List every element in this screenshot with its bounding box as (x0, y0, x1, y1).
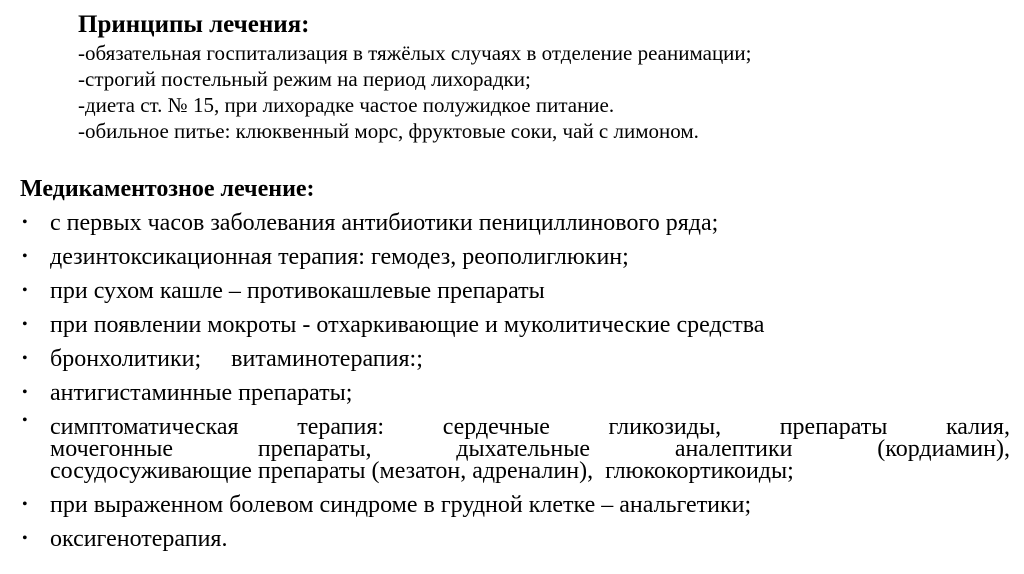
word: калия, (945, 414, 1010, 440)
word: терапия: (297, 414, 385, 440)
bullet-icon: • (22, 350, 28, 367)
word: препараты (779, 414, 888, 440)
item-text: при сухом кашле – противокашлевые препараты (50, 278, 545, 304)
word: симптоматическая (50, 414, 239, 440)
item-text: дезинтоксикационная терапия: гемодез, реополиглюкин; (50, 244, 629, 270)
item-text: антигистаминные препараты; (50, 380, 353, 406)
bullet-icon: • (22, 316, 28, 333)
list-item (20, 522, 1010, 556)
item-text: при выраженном болевом синдроме в грудной клетке – анальгетики; (50, 492, 752, 518)
list-item (20, 206, 1010, 240)
word: аналептики (674, 436, 793, 462)
bullet-icon: • (22, 530, 28, 547)
principle-bed-rest: -строгий постельный режим на период лихорадки; (78, 67, 531, 91)
principles-heading: Принципы лечения: (78, 11, 310, 38)
bullet-icon: • (22, 384, 28, 401)
principle-diet: -диета ст. № 15, при лихорадке частое полужидкое питание. (78, 93, 615, 117)
list-item (20, 274, 1010, 308)
bullet-icon: • (22, 412, 28, 429)
symptomatic-line-3: сосудосуживающие препараты (мезатон, адреналин), глюкокортикоиды; (50, 458, 794, 484)
bullet-icon: • (22, 248, 28, 265)
list-item (20, 376, 1010, 410)
word: препараты, (257, 436, 372, 462)
list-item (20, 308, 1010, 342)
medication-heading: Медикаментозное лечение: (20, 176, 315, 202)
item-text: при появлении мокроты - отхаркивающие и муколитические средства (50, 312, 765, 338)
item-text: оксигенотерапия. (50, 526, 228, 552)
list-item-symptomatic (20, 410, 1010, 488)
principle-hospitalization: -обязательная госпитализация в тяжёлых случаях в отделение реанимации; (78, 41, 752, 65)
bullet-icon: • (22, 214, 28, 231)
medication-list (20, 206, 1010, 556)
bullet-icon: • (22, 282, 28, 299)
item-text: бронхолитики; витаминотерапия:; (50, 346, 423, 372)
list-item (20, 240, 1010, 274)
word: (кордиамин), (877, 436, 1010, 462)
word: сердечные (442, 414, 550, 440)
list-item (20, 342, 1010, 376)
treatment-principles-section (78, 10, 978, 144)
word: дыхательные (456, 436, 590, 462)
item-text: с первых часов заболевания антибиотики пенициллинового ряда; (50, 210, 719, 236)
bullet-icon: • (22, 496, 28, 513)
principle-drinking: -обильное питье: клюквенный морс, фруктовые соки, чай с лимоном. (78, 119, 699, 143)
medication-section (20, 174, 1010, 556)
word: гликозиды, (608, 414, 722, 440)
list-item (20, 488, 1010, 522)
symptomatic-line-2 (50, 438, 1010, 460)
word: мочегонные (50, 436, 173, 462)
symptomatic-line-1 (50, 416, 1010, 438)
